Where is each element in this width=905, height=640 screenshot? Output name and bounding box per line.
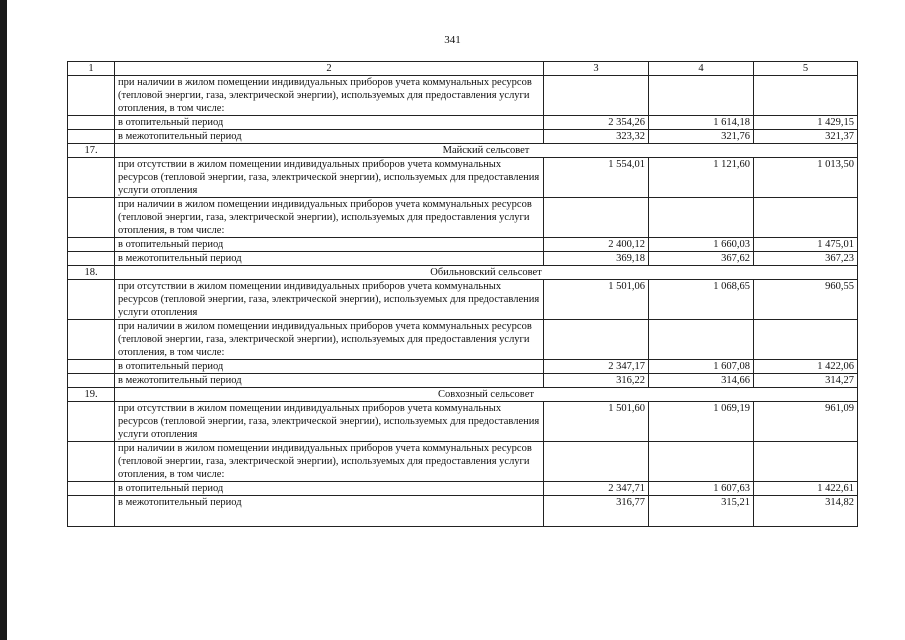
row-description: в отопительный период bbox=[115, 238, 544, 252]
row-number-cell bbox=[68, 238, 115, 252]
value-col-3 bbox=[544, 76, 649, 116]
value-col-3: 2 347,17 bbox=[544, 360, 649, 374]
row-description: при наличии в жилом помещении индивидуальных приборов учета коммунальных ресурсов (тепловой энергии, газа, электрической энергии), используемых для предоставления услуги отопления, в том числе: bbox=[115, 76, 544, 116]
section-row bbox=[68, 388, 858, 402]
value-col-5: 1 475,01 bbox=[754, 238, 858, 252]
value-col-3 bbox=[544, 198, 649, 238]
value-col-4: 1 121,60 bbox=[649, 158, 754, 198]
description-row bbox=[68, 158, 858, 198]
period-row bbox=[68, 252, 858, 266]
section-row bbox=[68, 144, 858, 158]
period-row bbox=[68, 130, 858, 144]
value-col-5: 960,55 bbox=[754, 280, 858, 320]
value-col-4 bbox=[649, 442, 754, 482]
row-number-cell bbox=[68, 482, 115, 496]
value-col-4: 315,21 bbox=[649, 496, 754, 527]
tariff-table bbox=[67, 61, 858, 527]
value-col-3: 316,77 bbox=[544, 496, 649, 527]
row-description: в межотопительный период bbox=[115, 130, 544, 144]
row-description: в отопительный период bbox=[115, 482, 544, 496]
section-number: 17. bbox=[68, 144, 115, 158]
section-row bbox=[68, 266, 858, 280]
period-row bbox=[68, 496, 858, 527]
column-header-row bbox=[68, 62, 858, 76]
value-col-3: 1 501,06 bbox=[544, 280, 649, 320]
tariff-table-body bbox=[68, 62, 858, 527]
value-col-4: 314,66 bbox=[649, 374, 754, 388]
row-number-cell bbox=[68, 496, 115, 527]
value-col-4: 1 660,03 bbox=[649, 238, 754, 252]
value-col-5: 1 013,50 bbox=[754, 158, 858, 198]
section-title: Майский сельсовет bbox=[115, 144, 858, 158]
value-col-5: 314,27 bbox=[754, 374, 858, 388]
value-col-5: 1 422,61 bbox=[754, 482, 858, 496]
row-description: в отопительный период bbox=[115, 116, 544, 130]
value-col-5: 314,82 bbox=[754, 496, 858, 527]
value-col-4 bbox=[649, 76, 754, 116]
value-col-5: 1 429,15 bbox=[754, 116, 858, 130]
description-row bbox=[68, 198, 858, 238]
value-col-5: 1 422,06 bbox=[754, 360, 858, 374]
row-description: при отсутствии в жилом помещении индивидуальных приборов учета коммунальных ресурсов (тепловой энергии, газа, электрической энергии), используемых для предоставления услуги отопления bbox=[115, 280, 544, 320]
row-number-cell bbox=[68, 158, 115, 198]
row-number-cell bbox=[68, 198, 115, 238]
value-col-3: 2 400,12 bbox=[544, 238, 649, 252]
value-col-5: 321,37 bbox=[754, 130, 858, 144]
value-col-4 bbox=[649, 198, 754, 238]
value-col-3: 2 347,71 bbox=[544, 482, 649, 496]
row-description: в межотопительный период bbox=[115, 252, 544, 266]
period-row bbox=[68, 116, 858, 130]
scan-edge-shadow bbox=[0, 0, 7, 640]
row-number-cell bbox=[68, 402, 115, 442]
description-row bbox=[68, 320, 858, 360]
period-row bbox=[68, 238, 858, 252]
value-col-3: 369,18 bbox=[544, 252, 649, 266]
value-col-5 bbox=[754, 442, 858, 482]
row-number-cell bbox=[68, 76, 115, 116]
row-description: в межотопительный период bbox=[115, 374, 544, 388]
row-number-cell bbox=[68, 252, 115, 266]
value-col-3: 1 554,01 bbox=[544, 158, 649, 198]
description-row bbox=[68, 76, 858, 116]
value-col-4 bbox=[649, 320, 754, 360]
row-number-cell bbox=[68, 280, 115, 320]
row-description: при отсутствии в жилом помещении индивидуальных приборов учета коммунальных ресурсов (тепловой энергии, газа, электрической энергии), используемых для предоставления услуги отопления bbox=[115, 158, 544, 198]
value-col-4: 1 069,19 bbox=[649, 402, 754, 442]
value-col-5 bbox=[754, 320, 858, 360]
column-header-1: 1 bbox=[68, 62, 115, 76]
row-number-cell bbox=[68, 374, 115, 388]
row-number-cell bbox=[68, 442, 115, 482]
section-title: Совхозный сельсовет bbox=[115, 388, 858, 402]
value-col-3: 323,32 bbox=[544, 130, 649, 144]
description-row bbox=[68, 402, 858, 442]
value-col-4: 1 607,08 bbox=[649, 360, 754, 374]
row-number-cell bbox=[68, 360, 115, 374]
value-col-3 bbox=[544, 442, 649, 482]
row-number-cell bbox=[68, 130, 115, 144]
value-col-5 bbox=[754, 198, 858, 238]
value-col-5: 367,23 bbox=[754, 252, 858, 266]
value-col-4: 367,62 bbox=[649, 252, 754, 266]
row-description: при наличии в жилом помещении индивидуальных приборов учета коммунальных ресурсов (тепловой энергии, газа, электрической энергии), используемых для предоставления услуги отопления, в том числе: bbox=[115, 198, 544, 238]
description-row bbox=[68, 442, 858, 482]
row-description: в отопительный период bbox=[115, 360, 544, 374]
column-header-3: 3 bbox=[544, 62, 649, 76]
column-header-4: 4 bbox=[649, 62, 754, 76]
value-col-5: 961,09 bbox=[754, 402, 858, 442]
row-number-cell bbox=[68, 116, 115, 130]
section-number: 19. bbox=[68, 388, 115, 402]
row-description: при наличии в жилом помещении индивидуальных приборов учета коммунальных ресурсов (тепловой энергии, газа, электрической энергии), используемых для предоставления услуги отопления, в том числе: bbox=[115, 320, 544, 360]
value-col-4: 321,76 bbox=[649, 130, 754, 144]
row-description: в межотопительный период bbox=[115, 496, 544, 527]
value-col-4: 1 607,63 bbox=[649, 482, 754, 496]
column-header-2: 2 bbox=[115, 62, 544, 76]
value-col-4: 1 614,18 bbox=[649, 116, 754, 130]
page-number: 341 bbox=[444, 34, 461, 46]
period-row bbox=[68, 360, 858, 374]
description-row bbox=[68, 280, 858, 320]
row-number-cell bbox=[68, 320, 115, 360]
period-row bbox=[68, 374, 858, 388]
section-title: Обильновский сельсовет bbox=[115, 266, 858, 280]
period-row bbox=[68, 482, 858, 496]
row-description: при наличии в жилом помещении индивидуальных приборов учета коммунальных ресурсов (тепловой энергии, газа, электрической энергии), используемых для предоставления услуги отопления, в том числе: bbox=[115, 442, 544, 482]
value-col-3 bbox=[544, 320, 649, 360]
value-col-3: 316,22 bbox=[544, 374, 649, 388]
value-col-3: 1 501,60 bbox=[544, 402, 649, 442]
value-col-3: 2 354,26 bbox=[544, 116, 649, 130]
column-header-5: 5 bbox=[754, 62, 858, 76]
row-description: при отсутствии в жилом помещении индивидуальных приборов учета коммунальных ресурсов (тепловой энергии, газа, электрической энергии), используемых для предоставления услуги отопления bbox=[115, 402, 544, 442]
value-col-5 bbox=[754, 76, 858, 116]
value-col-4: 1 068,65 bbox=[649, 280, 754, 320]
section-number: 18. bbox=[68, 266, 115, 280]
